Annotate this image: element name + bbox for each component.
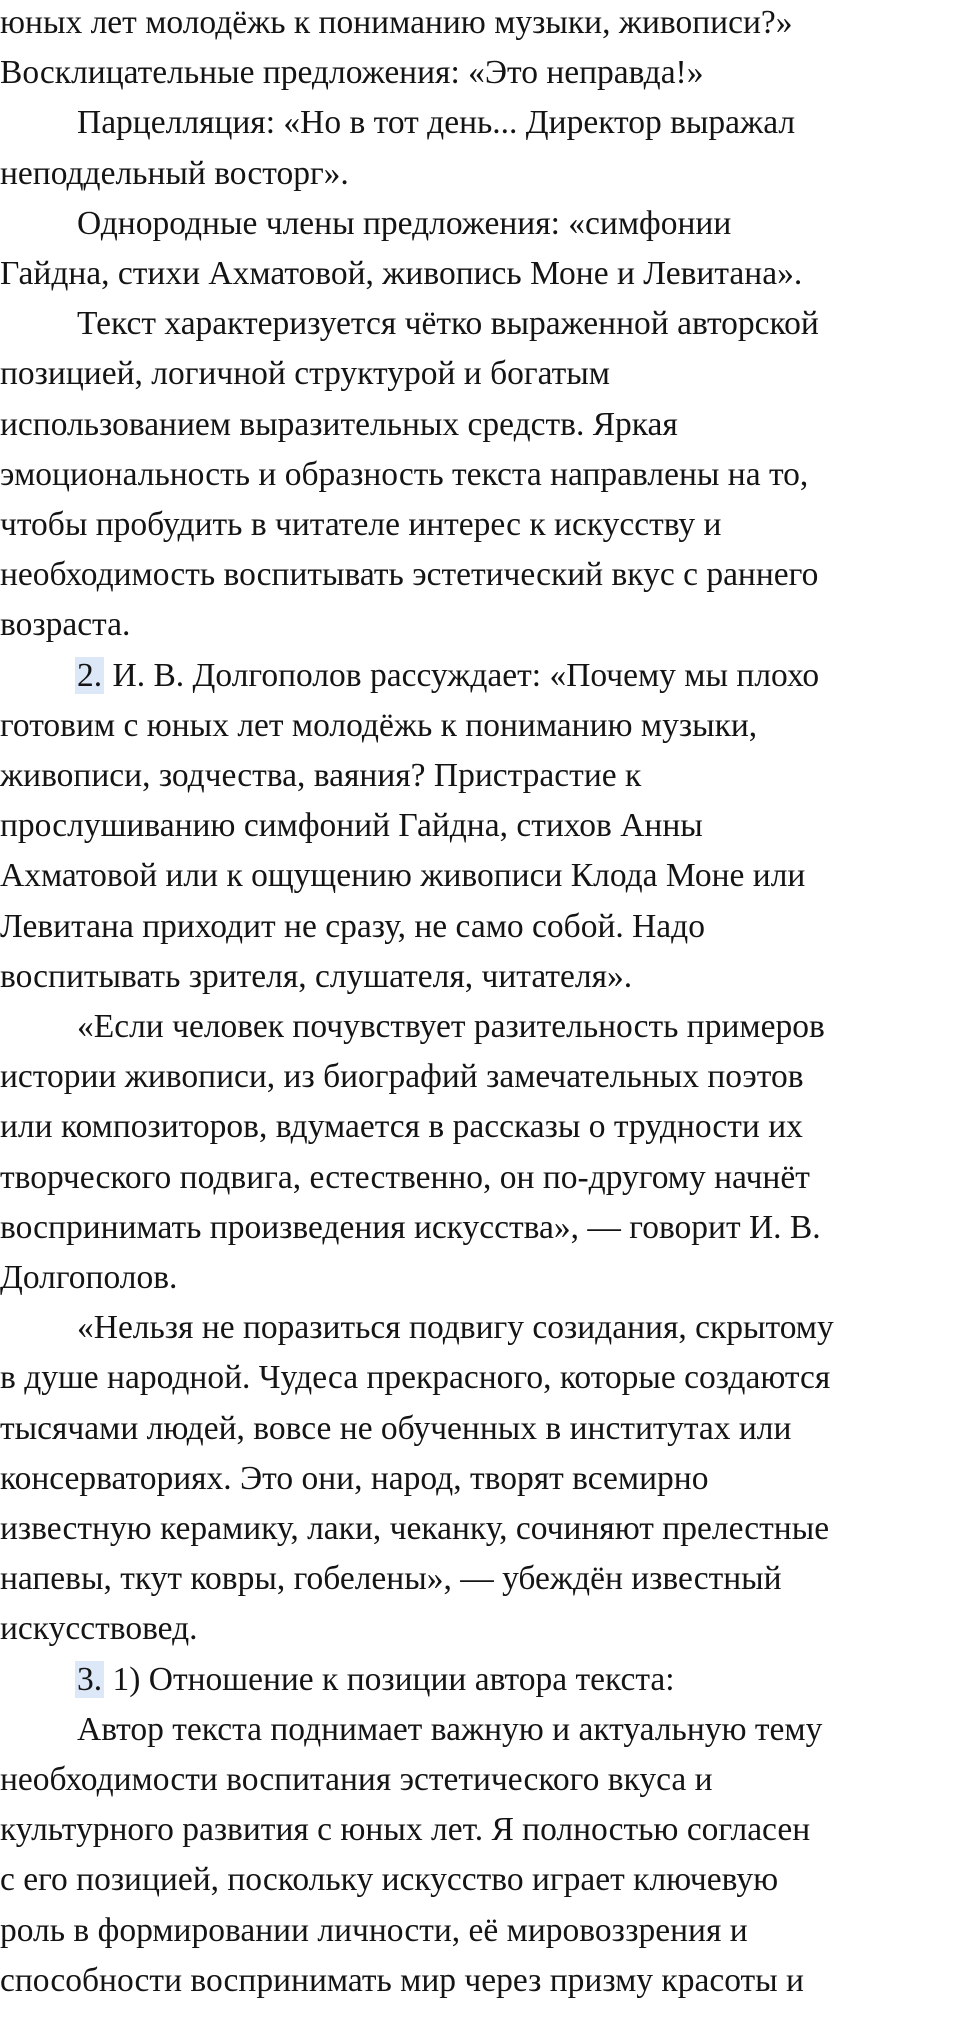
line-text: Текст характеризуется чётко выраженной авторской (77, 305, 819, 343)
line-text: творческого подвига, естественно, он по-другому начнёт (0, 1158, 810, 1196)
text-line (0, 755, 641, 797)
text-line (77, 102, 795, 144)
text-line (0, 554, 818, 596)
text-line (0, 1106, 803, 1148)
text-line (0, 1558, 782, 1600)
text-line (77, 1307, 834, 1349)
line-text: консерваториях. Это они, народ, творят всемирно (0, 1459, 709, 1497)
text-line (0, 705, 757, 747)
text-line (0, 855, 805, 897)
line-text: в душе народной. Чудеса прекрасного, которые создаются (0, 1359, 831, 1397)
text-line (0, 1257, 177, 1299)
line-text: воспитывать зрителя, слушателя, читателя». (0, 957, 633, 995)
line-text: истории живописи, из биографий замечательных поэтов (0, 1058, 804, 1096)
line-text: готовим с юных лет молодёжь к пониманию музыки, (0, 706, 758, 744)
line-text: культурного развития с юных лет. Я полностью согласен (0, 1811, 811, 1849)
text-line (77, 1709, 822, 1751)
item-number: 2. (77, 656, 103, 694)
text-line (77, 303, 819, 345)
line-text: Долгополов. (0, 1259, 178, 1296)
line-text: «Если человек почувствует разительность примеров (77, 1008, 825, 1045)
text-line (0, 454, 808, 496)
text-line (77, 203, 731, 245)
text-line (0, 153, 349, 195)
text-line (0, 1157, 810, 1199)
text-line (0, 1809, 810, 1851)
line-text: возраста. (0, 606, 131, 644)
line-text: или композиторов, вдумается в рассказы о трудности их (0, 1108, 803, 1146)
text-line (0, 1608, 198, 1650)
text-line (0, 1910, 748, 1952)
line-text: использованием выразительных средств. Яркая (0, 405, 678, 443)
line-text: чтобы пробудить в читателе интерес к искусству и (0, 506, 722, 543)
line-text: тысячами людей, вовсе не обученных в институтах или (0, 1409, 792, 1447)
line-text: неподдельный восторг». (0, 154, 349, 192)
item-number: 3. (77, 1660, 103, 1698)
line-text: юных лет молодёжь к пониманию музыки, живописи?» (0, 4, 793, 41)
text-line (77, 1659, 675, 1701)
line-text: эмоциональность и образность текста направлены на то, (0, 455, 809, 493)
text-line (0, 1408, 791, 1450)
text-line (0, 1759, 713, 1801)
line-text: необходимость воспитывать эстетический вкус с раннего (0, 556, 819, 594)
line-text: Парцелляция: «Но в тот день... Директор выражал (77, 104, 796, 142)
text-line (0, 1357, 830, 1399)
line-text: Однородные члены предложения: «симфонии (77, 204, 732, 242)
line-text: позицией, логичной структурой и богатым (0, 355, 610, 393)
text-line (0, 52, 703, 94)
text-line (0, 1508, 829, 1550)
line-text: живописи, зодчества, ваяния? Пристрастие к (0, 757, 642, 794)
line-text: способности воспринимать мир через призму красоты и (0, 1961, 804, 1999)
line-text: Левитана приходит не сразу, не само собой. Надо (0, 907, 705, 945)
text-line (77, 1006, 825, 1048)
text-line (0, 2, 793, 44)
line-text: необходимости воспитания эстетического вкуса и (0, 1761, 713, 1798)
text-line (0, 906, 705, 948)
text-line (0, 404, 678, 446)
text-line (0, 1207, 821, 1249)
text-line (0, 253, 802, 295)
line-text: воспринимать произведения искусства», — говорит И. В. (0, 1208, 821, 1246)
text-line (0, 504, 721, 546)
line-text: роль в формировании личности, её мировоззрения и (0, 1911, 748, 1949)
line-text: известную керамику, лаки, чеканку, сочиняют прелестные (0, 1510, 830, 1547)
line-text: Гайдна, стихи Ахматовой, живопись Моне и Левитана». (0, 255, 803, 292)
line-text: прослушиванию симфоний Гайдна, стихов Анны (0, 807, 703, 845)
text-line (0, 1859, 778, 1901)
line-text: Ахматовой или к ощущению живописи Клода Моне или (0, 857, 806, 895)
line-text: 1) Отношение к позиции автора текста: (104, 1660, 675, 1698)
text-line (0, 805, 703, 847)
text-line (77, 655, 819, 697)
text-line (0, 956, 632, 998)
text-line (0, 1458, 708, 1500)
line-text: искусствовед. (0, 1610, 198, 1648)
line-text: напевы, ткут ковры, гобелены», — убеждён известный (0, 1560, 782, 1598)
line-text: И. В. Долгополов рассуждает: «Почему мы плохо (104, 656, 820, 694)
line-text: с его позицией, поскольку искусство играет ключевую (0, 1861, 779, 1899)
line-text: «Нельзя не поразиться подвигу созидания, скрытому (77, 1309, 834, 1347)
text-line (0, 604, 130, 646)
text-line (0, 1960, 804, 2002)
text-line (0, 353, 610, 395)
text-line (0, 1056, 804, 1098)
line-text: Восклицательные предложения: «Это неправда!» (0, 54, 704, 92)
line-text: Автор текста поднимает важную и актуальную тему (77, 1710, 823, 1748)
